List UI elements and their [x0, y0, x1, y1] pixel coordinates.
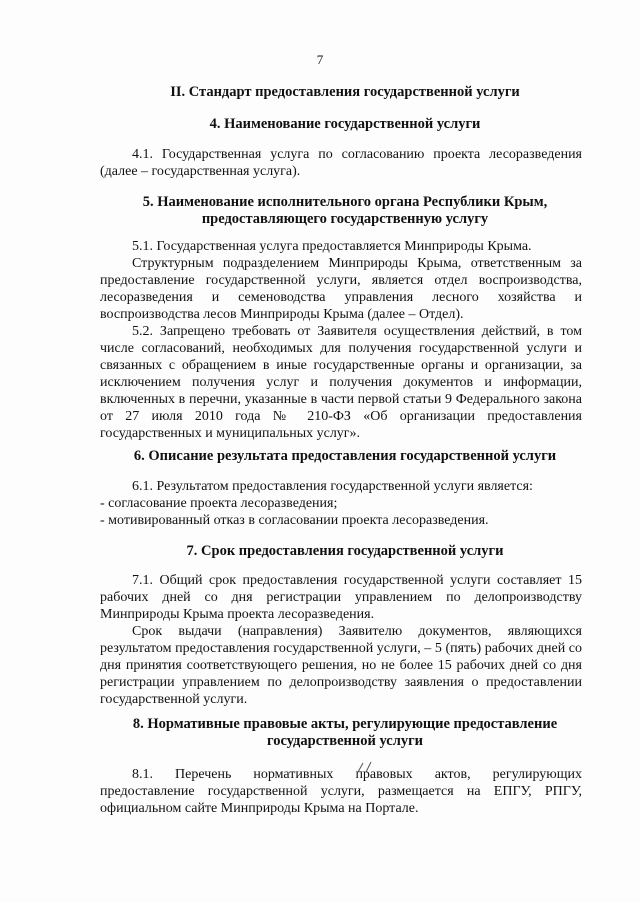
section-6-body: [100, 478, 582, 529]
section-5-heading-line1: 5. Наименование исполнительного органа Республики Крым,: [142, 194, 548, 210]
paragraph-4-1: 4.1. Государственная услуга по согласованию проекта лесоразведения (далее – государственная услуга).: [100, 147, 582, 179]
section-4-heading: 4. Наименование государственной услуги: [209, 116, 481, 132]
part-title: II. Стандарт предоставления государственной услуги: [170, 84, 520, 100]
section-8-heading: [80, 716, 610, 750]
list-item-refusal: - мотивированный отказ в согласовании проекта лесоразведения.: [100, 513, 489, 528]
section-7-heading: 7. Срок предоставления государственной услуги: [186, 543, 504, 559]
page-number: 7: [316, 52, 324, 67]
paragraph-5-1-cont: Структурным подразделением Минприроды Крыма, ответственным за предоставление государственной услуги, является отдел воспроизводства, лесоразведения и семеноводства управления лесного хозяйства и воспроизводства лесов Минприроды Крыма (далее – Отдел).: [100, 256, 582, 322]
section-6-heading: 6. Описание результата предоставления государственной услуги: [133, 448, 557, 464]
pen-mark-icon: [355, 760, 377, 774]
section-4-body: [100, 146, 582, 180]
list-item-approval: - согласование проекта лесоразведения;: [100, 496, 338, 511]
paragraph-7-1: 7.1. Общий срок предоставления государственной услуги составляет 15 рабочих дней со дня регистрации управлением по делопроизводству Минприроды Крыма проекта лесоразведения.: [100, 573, 582, 622]
section-8-heading-line2: государственной услуги: [266, 733, 424, 749]
section-5-heading: [80, 194, 610, 228]
paragraph-6-1: 6.1. Результатом предоставления государственной услуги является:: [132, 479, 533, 494]
paragraph-7-1-cont: Срок выдачи (направления) Заявителю документов, являющихся результатом предоставления государственной услуги, – 5 (пять) рабочих дней со дня принятия соответствующего решения, но не более 15 рабочих дней со дня регистрации управлением по делопроизводству заявления о предоставлении государственной услуги.: [100, 624, 582, 707]
section-8-heading-line1: 8. Нормативные правовые акты, регулирующие предоставление: [132, 716, 558, 732]
section-5-heading-line2: предоставляющего государственную услугу: [201, 211, 489, 227]
paragraph-5-2: 5.2. Запрещено требовать от Заявителя осуществления действий, в том числе согласований, необходимых для получения государственной услуги и связанных с обращением в иные государственные органы и организации, за исключением получения услуг и получения документов и информации, включенных в перечни, указанные в части первой статьи 9 Федерального закона от 27 июля 2010 года № 210-ФЗ «Об организации предоставления государственных и муниципальных услуг».: [100, 324, 582, 441]
paragraph-5-1: 5.1. Государственная услуга предоставляется Минприроды Крыма.: [132, 239, 532, 254]
section-7-body: [100, 572, 582, 708]
section-5-body: [100, 238, 582, 442]
paragraph-8-1: 8.1. Перечень нормативных правовых актов, регулирующих предоставление государственной услуги, размещается на ЕПГУ, РПГУ, официальном сайте Минприроды Крыма на Портале.: [100, 767, 582, 816]
section-8-body: [100, 766, 582, 817]
